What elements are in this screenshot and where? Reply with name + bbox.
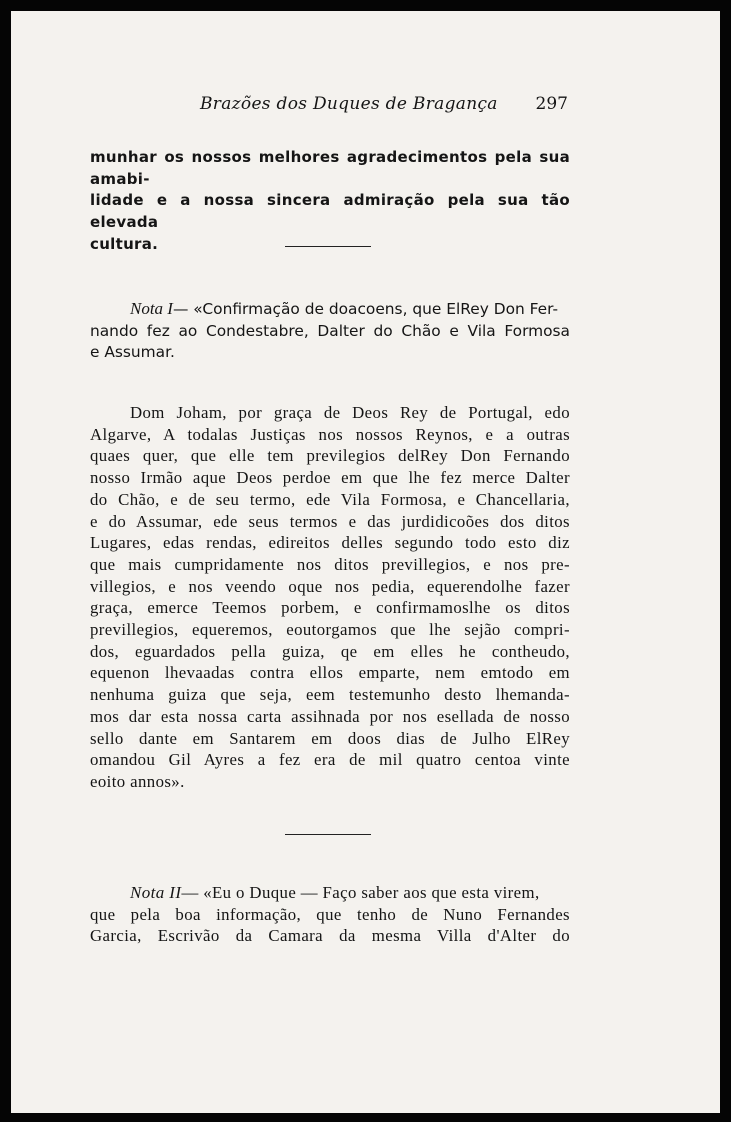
scan-border-bottom [0,1113,731,1122]
nota-label: Nota I [130,299,173,318]
nota-heading-text: — «Eu o Duque — Faço saber aos que esta virem, [181,883,540,902]
text-line: Lugares, edas rendas, edireitos delles segundo todo esto diz [90,533,570,553]
text-line: que mais cumpridamente nos ditos previllegios, e nos pre- [90,554,570,574]
text-line: previllegios, equeremos, eoutorgamos que lhe sejão compri- [90,620,570,640]
text-line: e Assumar. [90,343,175,362]
text-line: omandou Gil Ayres a fez era de mil quatro centoa vinte [90,750,570,770]
nota-1-paragraph [90,298,570,364]
scan-border-top [0,0,731,11]
section-divider [285,834,371,835]
nota-label: Nota II [130,883,182,902]
nota-2-paragraph [90,882,570,947]
page-number: 297 [535,94,568,114]
text-line: dos, eguardados pella guiza, qe em elles he contheudo, [90,641,570,661]
text-line: do Chão, e de seu termo, ede Vila Formosa, e Chancellaria, [90,489,570,509]
text-line: munhar os nossos melhores agradecimentos pela sua amabi- [90,148,570,188]
text-line: nosso Irmão aque Deos perdoe em que lhe fez merce Dalter [90,468,570,488]
text-line: sello dante em Santarem em doos dias de Julho ElRey [90,728,570,748]
text-line: e do Assumar, ede seus termos e das jurdidicoões dos ditos [90,511,570,531]
text-line: eoito annos». [90,771,185,791]
text-line: nenhuma guiza que seja, eem testemunho desto lhemanda- [90,685,570,705]
scan-border-left [0,0,11,1122]
text-line: equenon lhevaadas contra ellos emparte, nem emtodo em [90,663,570,683]
charter-paragraph [90,402,570,793]
text-line: lidade e a nossa sincera admiração pela sua tão elevada [90,191,570,232]
text-line: Dom Joham, por graça de Deos Rey de Portugal, edo [130,403,570,422]
nota-heading-text: — «Confirmação de doacoens, que ElRey Don Fer- [172,300,559,318]
scan-border-right [720,0,731,1122]
text-line: villegios, e nos veendo oque nos pedia, equerendolhe fazer [90,576,570,596]
intro-paragraph [90,147,570,256]
text-line: nando fez ao Condestabre, Dalter do Chão e Vila Formosa [90,321,570,340]
text-line: graça, emerce Teemos porbem, e confirmamoslhe os ditos [90,598,570,618]
running-title: Brazões dos Duques de Bragança [200,94,498,114]
text-line: Garcia, Escrivão da Camara da mesma Villa d'Alter do [90,926,570,946]
text-line: mos dar esta nossa carta assihnada por nos esellada de nosso [90,706,570,726]
text-line: que pela boa informação, que tenho de Nuno Fernandes [90,904,570,924]
text-line: cultura. [90,234,159,253]
text-line [90,298,570,321]
text-line [90,882,570,904]
page-header [90,94,570,118]
text-line: Algarve, A todalas Justiças nos nossos Reynos, e a outras [90,424,570,444]
section-divider [285,246,371,247]
text-line: quaes quer, que elle tem previlegios delRey Don Fernando [90,446,570,466]
